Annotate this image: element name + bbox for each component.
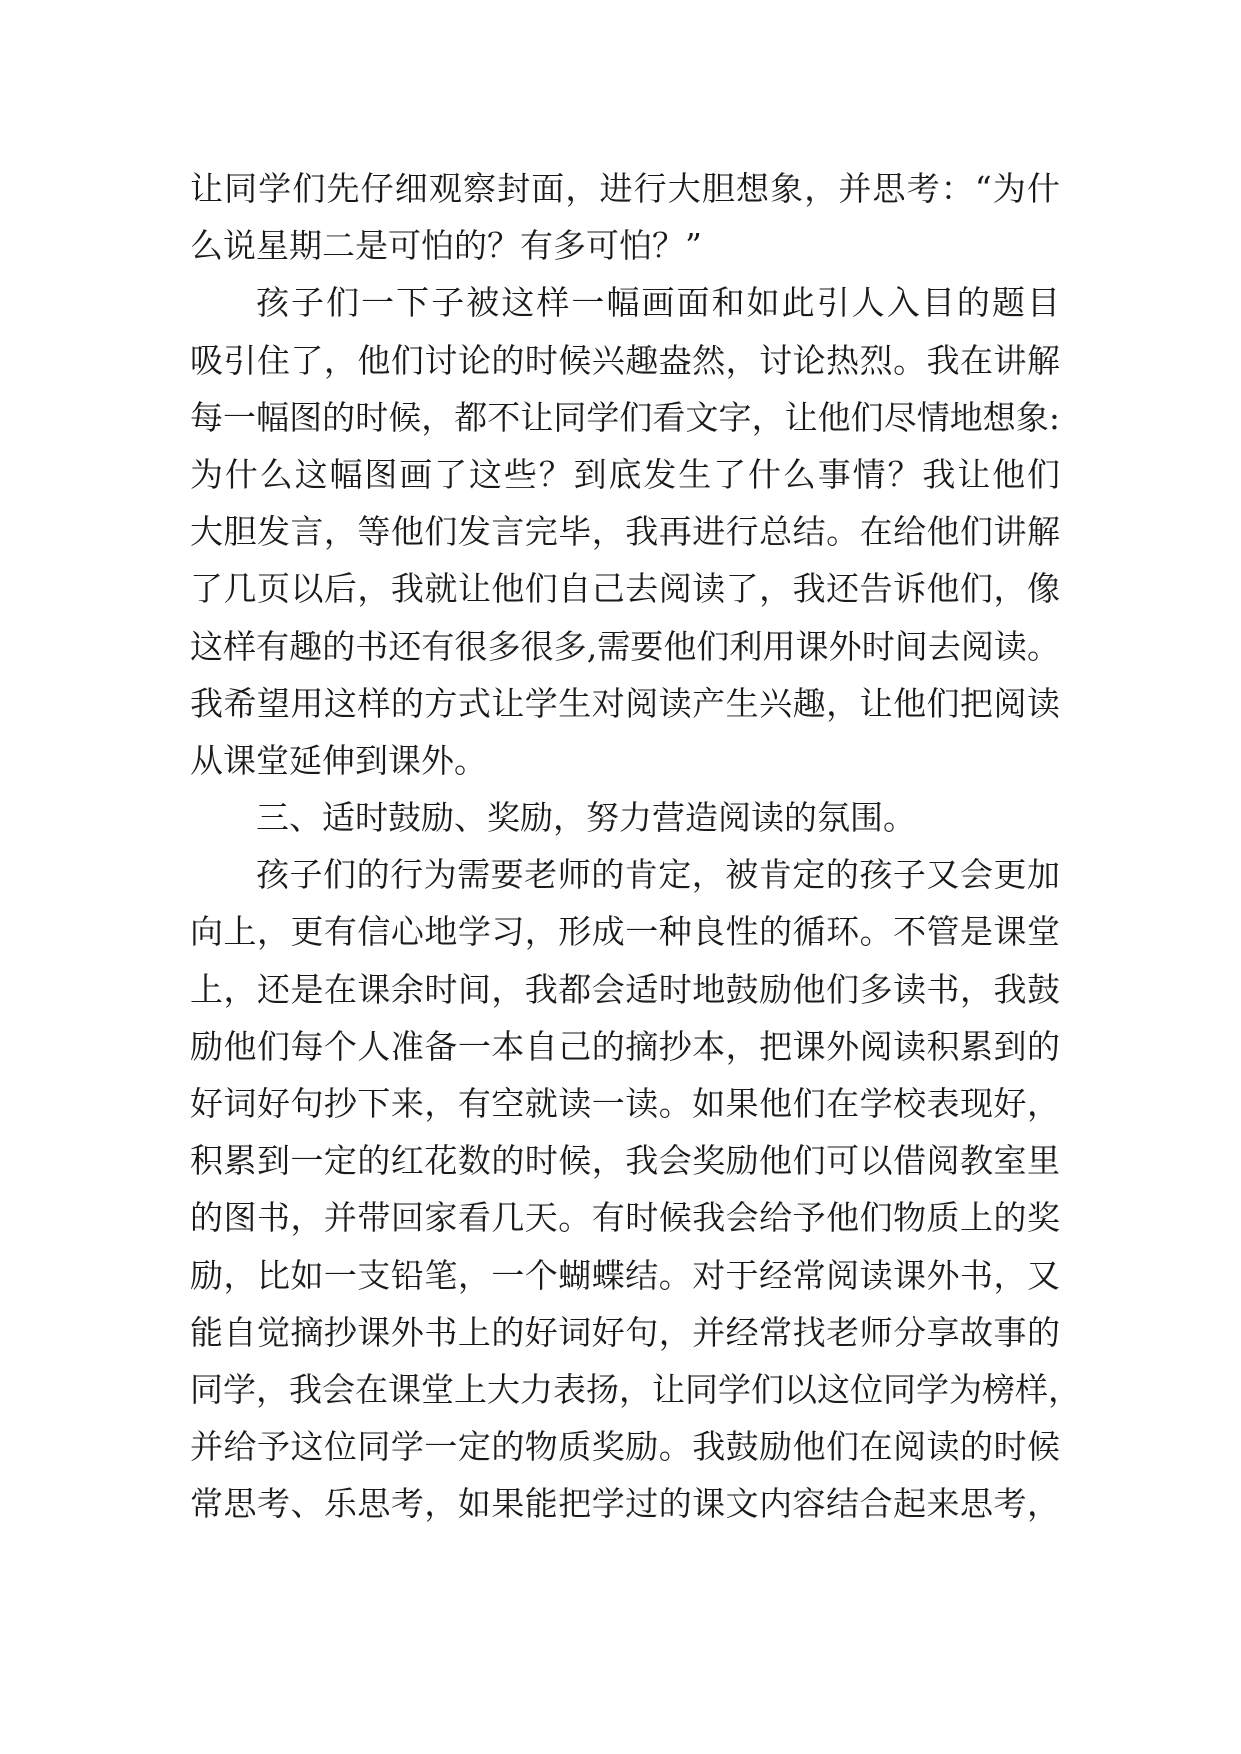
text-line: 励他们每个人准备一本自己的摘抄本，把课外阅读积累到的 xyxy=(190,1026,1060,1066)
text-line: 积累到一定的红花数的时候，我会奖励他们可以借阅教室里 xyxy=(190,1141,1060,1181)
text-line: 向上，更有信心地学习，形成一种良性的循环。不管是课堂 xyxy=(190,912,1060,952)
text-line: 孩子们的行为需要老师的肯定，被肯定的孩子又会更加 xyxy=(256,855,1060,895)
text-line: 每一幅图的时候，都不让同学们看文字，让他们尽情地想象: xyxy=(190,397,1060,437)
body-text xyxy=(190,160,1081,1533)
text-line: 大胆发言，等他们发言完毕，我再进行总结。在给他们讲解 xyxy=(190,512,1060,552)
text-line: 好词好句抄下来，有空就读一读。如果他们在学校表现好， xyxy=(190,1084,1060,1123)
text-line: 励，比如一支铅笔，一个蝴蝶结。对于经常阅读课外书，又 xyxy=(190,1255,1060,1295)
text-line: 让同学们先仔细观察封面，进行大胆想象，并思考：“为什 xyxy=(190,169,1060,208)
text-line: 并给予这位同学一定的物质奖励。我鼓励他们在阅读的时候 xyxy=(190,1427,1060,1467)
text-line: 我希望用这样的方式让学生对阅读产生兴趣，让他们把阅读 xyxy=(190,683,1060,723)
text-line: 常思考、乐思考，如果能把学过的课文内容结合起来思考， xyxy=(190,1484,1060,1524)
text-line: 从课堂延伸到课外。 xyxy=(190,740,487,780)
text-line: 能自觉摘抄课外书上的好词好句，并经常找老师分享故事的 xyxy=(190,1312,1060,1352)
text-line: 的图书，并带回家看几天。有时候我会给予他们物质上的奖 xyxy=(190,1198,1060,1238)
text-line: 了几页以后，我就让他们自己去阅读了，我还告诉他们，像 xyxy=(190,569,1060,609)
text-line: 孩子们一下子被这样一幅画面和如此引人入目的题目 xyxy=(256,283,1060,323)
section-heading: 三、适时鼓励、奖励，努力营造阅读的氛围。 xyxy=(256,798,916,838)
text-line: 这样有趣的书还有很多很多,需要他们利用课外时间去阅读。 xyxy=(190,626,1060,666)
text-line: 么说星期二是可怕的？有多可怕？” xyxy=(190,226,702,266)
text-line: 为什么这幅图画了这些？到底发生了什么事情？我让他们 xyxy=(190,454,1060,494)
text-line: 同学，我会在课堂上大力表扬，让同学们以这位同学为榜样， xyxy=(190,1369,1081,1409)
text-line: 吸引住了，他们讨论的时候兴趣盎然，讨论热烈。我在讲解 xyxy=(190,340,1060,380)
text-line: 上，还是在课余时间，我都会适时地鼓励他们多读书，我鼓 xyxy=(190,969,1060,1009)
